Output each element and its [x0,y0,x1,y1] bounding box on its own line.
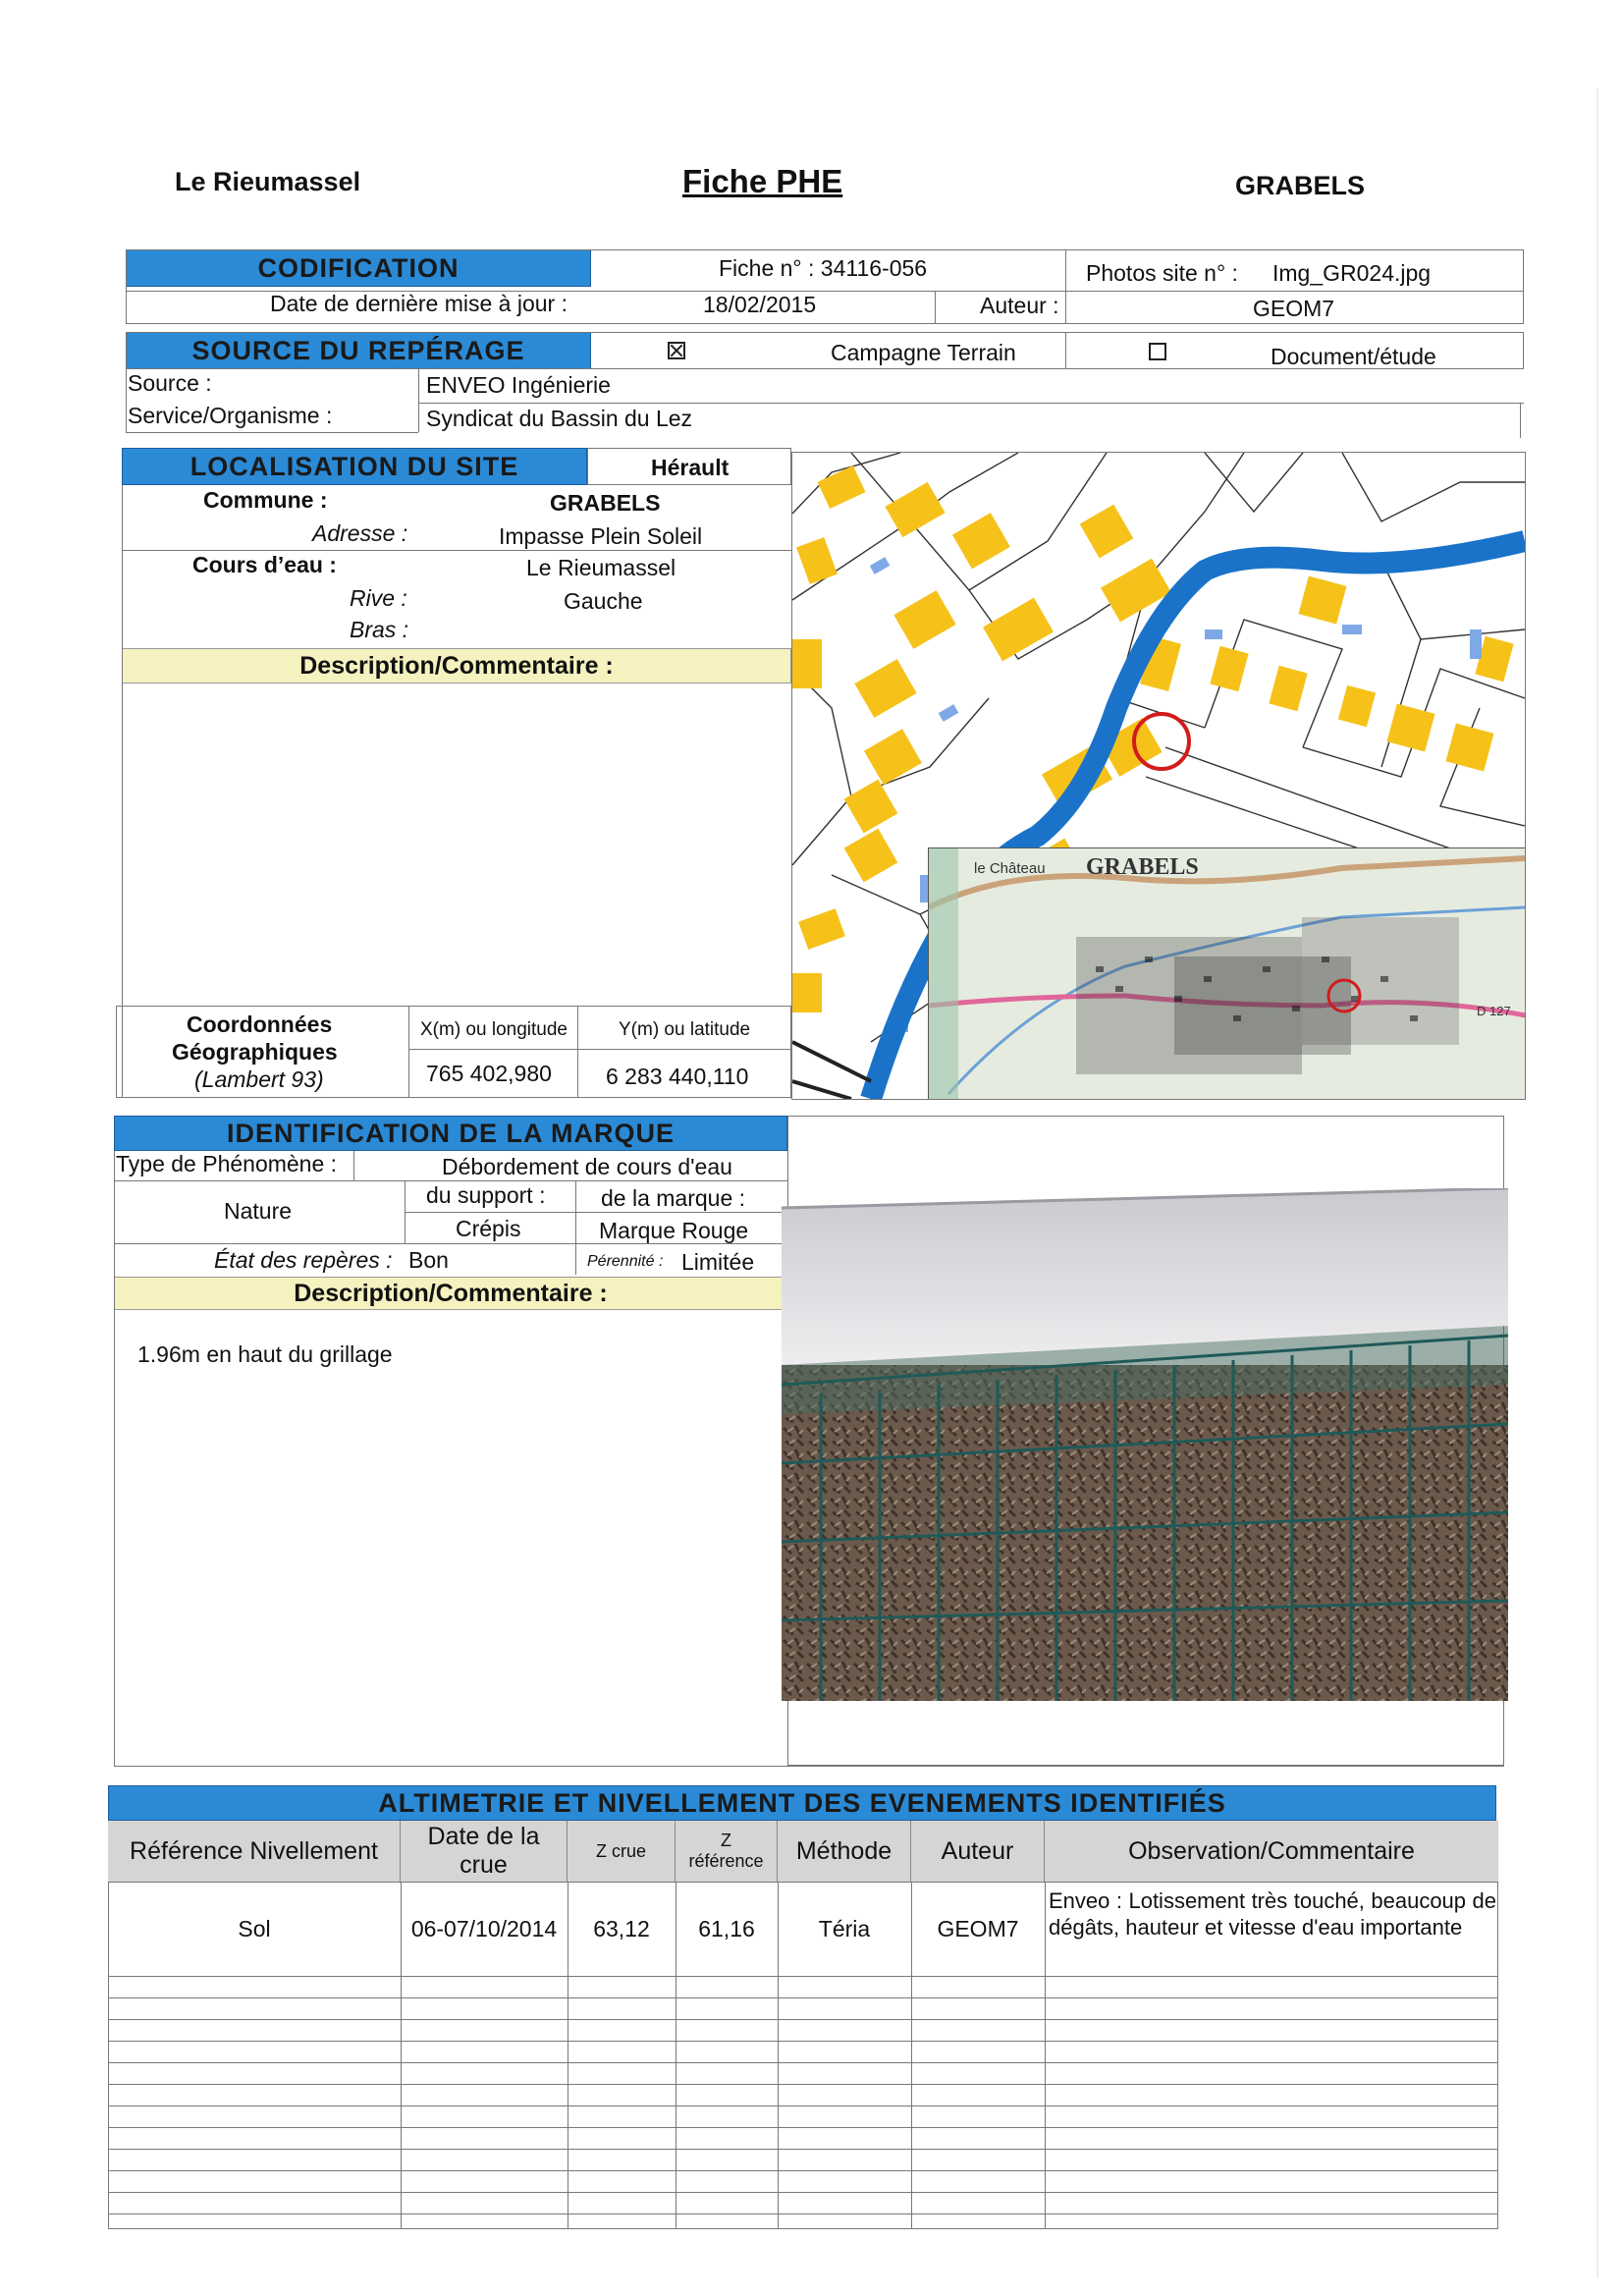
localisation-title: LOCALISATION DU SITE [122,448,587,485]
coord-vline-2 [577,1006,578,1098]
y-value: 6 283 440,110 [606,1064,749,1089]
campagne-terrain-label: Campagne Terrain [831,340,1016,365]
service-label: Service/Organisme : [128,403,333,428]
rive-value: Gauche [564,588,643,614]
bras-label: Bras : [350,617,409,642]
x-value: 765 402,980 [426,1061,552,1086]
loc-line-1 [122,550,791,551]
service-value: Syndicat du Bassin du Lez [426,406,693,431]
marque-value: Marque Rouge [599,1218,749,1243]
campagne-terrain-checkbox[interactable] [668,342,685,359]
source-col-line [418,369,419,432]
col-header-auteur: Auteur [911,1821,1045,1882]
grid-h-10 [108,2170,1498,2171]
coord-label-2: Géographiques [172,1039,338,1065]
nature-label: Nature [224,1198,293,1224]
table-row-observation: Enveo : Lotissement très touché, beaucoup de dégâts, hauteur et vitesse d'eau importante [1049,1888,1496,1940]
marque-label: de la marque : [601,1185,746,1211]
grid-v-1 [401,1882,402,2229]
date-value: 18/02/2015 [703,292,817,317]
coord-label-1: Coordonnées [187,1011,333,1037]
date-label: Date de dernière mise à jour : [270,291,568,316]
grid-h-7 [108,2105,1498,2106]
table-row-reference: Sol [238,1915,271,1941]
ident-description-value: 1.96m en haut du grillage [137,1341,393,1367]
rive-label: Rive : [350,585,407,611]
grid-v-6 [1045,1882,1046,2229]
grid-h-8 [108,2127,1498,2128]
ident-line-2 [405,1212,787,1213]
col-header-z-reference: Z référence [676,1821,778,1882]
document-etude-label: Document/étude [1271,344,1436,369]
table-row-methode: Téria [818,1915,871,1941]
grid-h-3 [108,2019,1498,2020]
etat-value: Bon [408,1247,449,1273]
col-header-reference: Référence Nivellement [108,1821,401,1882]
ident-line-1 [114,1180,787,1181]
fiche-number: Fiche n° : 34116-056 [719,255,928,281]
loc-description-title: Description/Commentaire : [122,648,791,683]
source-value: ENVEO Ingénierie [426,372,611,398]
identification-title: IDENTIFICATION DE LA MARQUE [114,1116,787,1151]
col-header-methode: Méthode [778,1821,911,1882]
inset-title: GRABELS [1086,854,1199,880]
grid-h-4 [108,2041,1498,2042]
auteur-value: GEOM7 [1253,296,1335,321]
adresse-value: Impasse Plein Soleil [499,523,703,549]
codification-vline-1 [1065,249,1066,324]
table-row-auteur: GEOM7 [937,1915,1019,1941]
photos-label: Photos site n° : [1086,260,1238,286]
inset-chateau: le Château [974,860,1046,877]
perennite-label: Pérennité : [587,1253,664,1270]
inset-road-label: D 127 [1477,1004,1511,1018]
cadastral-map [791,452,1526,1100]
commune-value: GRABELS [550,490,661,516]
col-header-observation: Observation/Commentaire [1045,1821,1498,1882]
source-title: SOURCE DU REPÉRAGE [126,332,591,369]
col-header-date: Date de la crue [401,1821,568,1882]
departement: Hérault [651,455,730,480]
location-inset-map [928,847,1526,1100]
codification-vline-2 [935,291,936,324]
grid-h-6 [108,2084,1498,2085]
etat-label: État des repères : [214,1247,393,1273]
source-bottom-line [126,432,418,433]
ident-vline-3 [575,1180,576,1275]
table-row-date: 06-07/10/2014 [410,1915,558,1941]
support-label: du support : [426,1182,546,1208]
perennite-value: Limitée [681,1249,755,1275]
source-vline [1065,332,1066,369]
ident-description-title: Description/Commentaire : [114,1277,787,1310]
table-row-z-reference: 61,16 [698,1915,755,1941]
grid-h-9 [108,2149,1498,2150]
ident-vline-1 [353,1151,354,1180]
source-right-line [1520,403,1521,438]
grid-v-4 [778,1882,779,2229]
grid-h-2 [108,1997,1498,1998]
document-etude-checkbox[interactable] [1149,343,1166,360]
ident-line-3 [114,1243,787,1244]
header-commune: GRABELS [1235,171,1366,200]
grid-h-1 [108,1976,1498,1977]
scan-edge [1596,88,1598,2278]
coord-vline-1 [408,1006,409,1098]
type-label: Type de Phénomène : [116,1151,338,1176]
photos-value: Img_GR024.jpg [1272,260,1432,286]
adresse-label: Adresse : [312,520,408,546]
coord-label-3: (Lambert 93) [194,1066,324,1092]
source-row-line [418,403,1524,404]
source-left-line [126,369,127,432]
header-river: Le Rieumassel [175,167,361,196]
site-photo [782,1188,1508,1701]
source-label: Source : [128,370,212,396]
cours-value: Le Rieumassel [526,555,676,580]
support-value: Crépis [456,1216,521,1241]
coord-hline [408,1049,791,1050]
y-label: Y(m) ou latitude [619,1019,751,1040]
grid-h-0 [108,1882,1498,1883]
commune-label: Commune : [203,487,328,513]
inset-map-drawing [929,848,1526,1100]
table-row-z-crue: 63,12 [593,1915,650,1941]
type-value: Débordement de cours d'eau [442,1154,732,1179]
codification-title: CODIFICATION [126,249,591,287]
auteur-label: Auteur : [980,293,1059,318]
cours-label: Cours d’eau : [192,552,337,577]
page-title: Fiche PHE [682,163,843,199]
col-header-z-crue: Z crue [568,1821,676,1882]
x-label: X(m) ou longitude [420,1019,568,1040]
site-photo-drawing [782,1188,1508,1701]
ident-left-line [114,1151,115,1766]
altimetrie-title: ALTIMETRIE ET NIVELLEMENT DES EVENEMENTS IDENTIFIÉS [108,1785,1496,1821]
grid-h-11 [108,2192,1498,2193]
grid-h-5 [108,2062,1498,2063]
ident-bottom-line [114,1766,1504,1767]
grid-v-5 [911,1882,912,2229]
